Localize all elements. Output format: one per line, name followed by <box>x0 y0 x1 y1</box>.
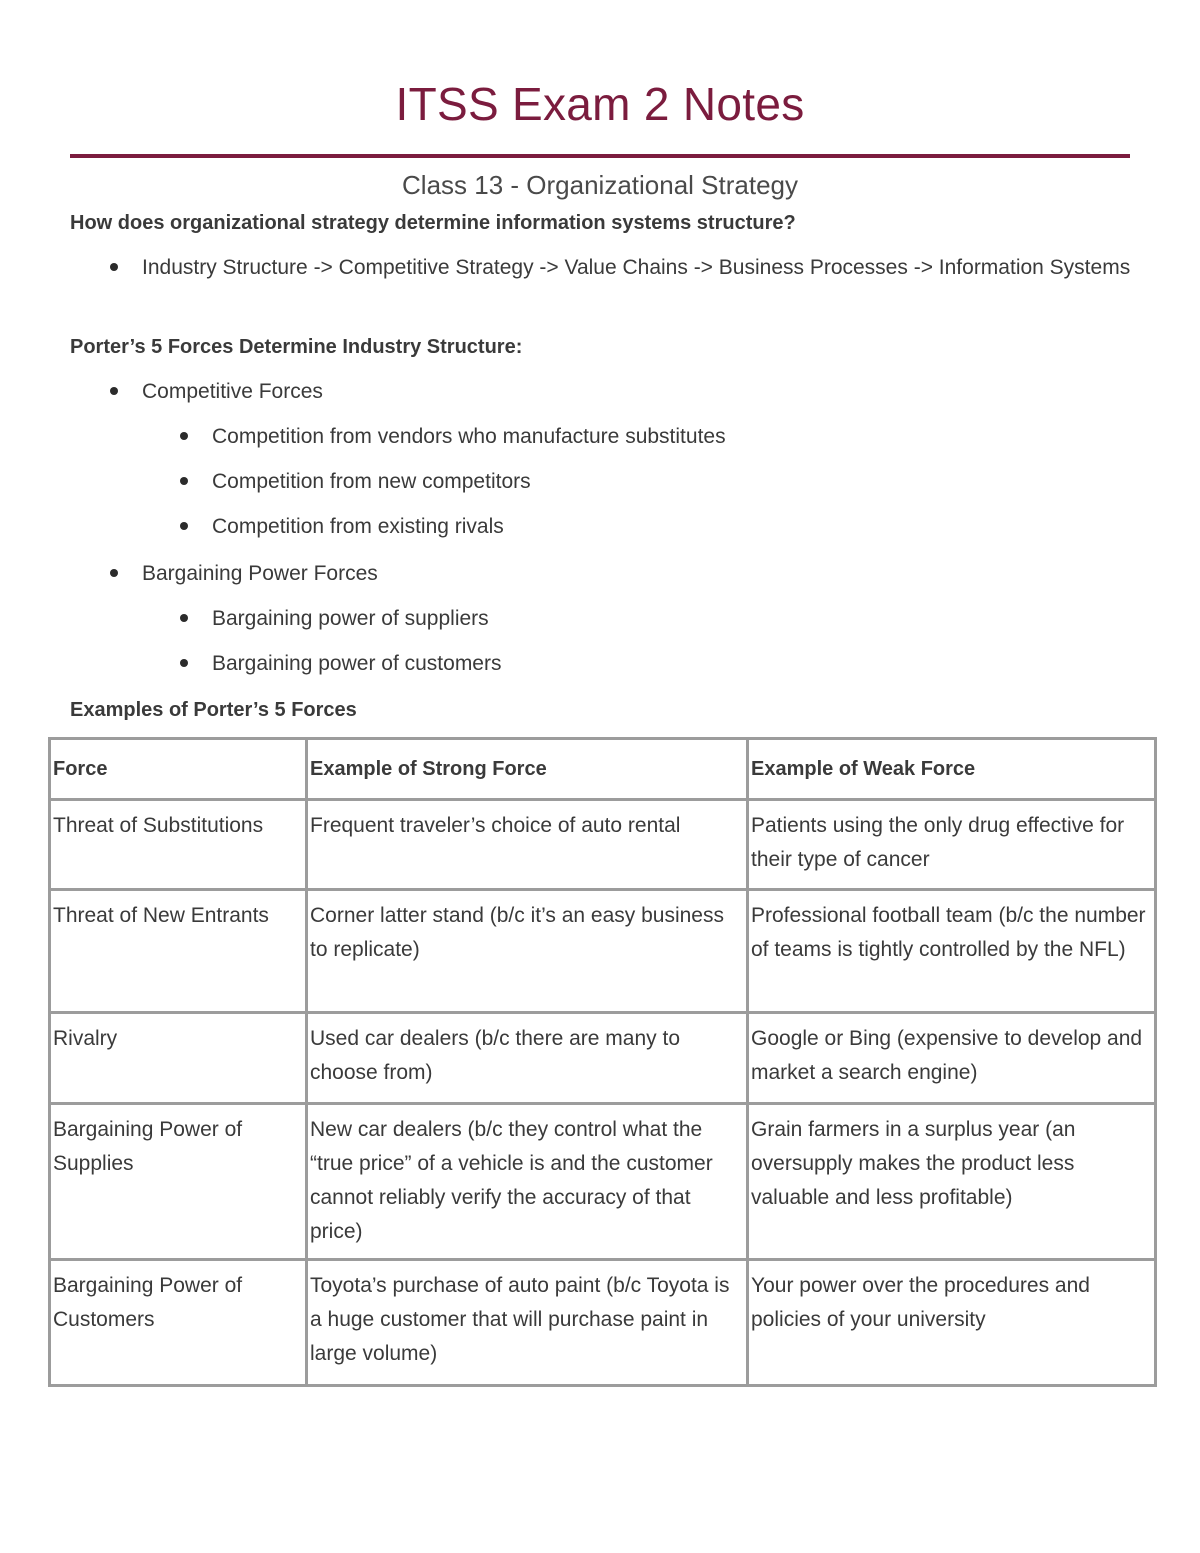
table-cell: New car dealers (b/c they control what the “true price” of a vehicle is and the customer cannot reliably verify the accuracy of that price) <box>307 1104 748 1260</box>
title-divider <box>70 154 1130 158</box>
document-title: ITSS Exam 2 Notes <box>395 78 805 130</box>
list-item-text: Competition from new competitors <box>212 470 531 493</box>
header-weak: Example of Weak Force <box>748 739 1156 800</box>
group-bargaining <box>142 557 378 591</box>
header-force: Force <box>50 739 307 800</box>
table-header-row <box>50 739 1156 800</box>
examples-heading: Examples of Porter’s 5 Forces <box>70 699 357 721</box>
list-item <box>212 510 504 544</box>
list-item <box>212 647 501 681</box>
table-cell: Bargaining Power of Supplies <box>50 1104 307 1260</box>
class-heading: Class 13 - Organizational Strategy <box>402 170 798 200</box>
group-competitive <box>142 375 323 409</box>
group-label: Competitive Forces <box>142 380 323 403</box>
porter-heading: Porter’s 5 Forces Determine Industry Structure: <box>70 336 523 358</box>
bullet-dot-icon <box>180 614 188 622</box>
table-cell: Threat of New Entrants <box>50 890 307 1013</box>
chain-bullet-text: Industry Structure -> Competitive Strategy -> Value Chains -> Business Processes -> Information Systems <box>142 256 1131 279</box>
bullet-dot-icon <box>110 387 118 395</box>
table-cell: Grain farmers in a surplus year (an oversupply makes the product less valuable and less profitable) <box>748 1104 1156 1260</box>
bullet-dot-icon <box>180 659 188 667</box>
table-row <box>50 800 1156 890</box>
chain-bullet <box>142 251 1132 285</box>
list-item <box>212 420 726 454</box>
table-row <box>50 1260 1156 1386</box>
table-cell: Toyota’s purchase of auto paint (b/c Toyota is a huge customer that will purchase paint in large volume) <box>307 1260 748 1386</box>
header-strong: Example of Strong Force <box>307 739 748 800</box>
question-heading: How does organizational strategy determine information systems structure? <box>70 212 796 234</box>
table-cell: Rivalry <box>50 1013 307 1104</box>
table-cell: Corner latter stand (b/c it’s an easy business to replicate) <box>307 890 748 1013</box>
table-cell: Threat of Substitutions <box>50 800 307 890</box>
porter-forces-table <box>48 737 1157 1387</box>
list-item <box>212 465 531 499</box>
table-cell: Patients using the only drug effective for their type of cancer <box>748 800 1156 890</box>
list-item-text: Competition from vendors who manufacture substitutes <box>212 425 726 448</box>
table-row <box>50 1104 1156 1260</box>
table-cell: Used car dealers (b/c there are many to choose from) <box>307 1013 748 1104</box>
bullet-dot-icon <box>110 569 118 577</box>
list-item <box>212 602 489 636</box>
table-cell: Professional football team (b/c the number of teams is tightly controlled by the NFL) <box>748 890 1156 1013</box>
table-row <box>50 1013 1156 1104</box>
group-label: Bargaining Power Forces <box>142 562 378 585</box>
list-item-text: Bargaining power of customers <box>212 652 502 675</box>
table-cell: Your power over the procedures and policies of your university <box>748 1260 1156 1386</box>
bullet-dot-icon <box>110 263 118 271</box>
bullet-dot-icon <box>180 522 188 530</box>
bullet-dot-icon <box>180 477 188 485</box>
list-item-text: Bargaining power of suppliers <box>212 607 489 630</box>
table-cell: Bargaining Power of Customers <box>50 1260 307 1386</box>
table-cell: Google or Bing (expensive to develop and market a search engine) <box>748 1013 1156 1104</box>
table-cell: Frequent traveler’s choice of auto rental <box>307 800 748 890</box>
bullet-dot-icon <box>180 432 188 440</box>
table-row <box>50 890 1156 1013</box>
list-item-text: Competition from existing rivals <box>212 515 504 538</box>
